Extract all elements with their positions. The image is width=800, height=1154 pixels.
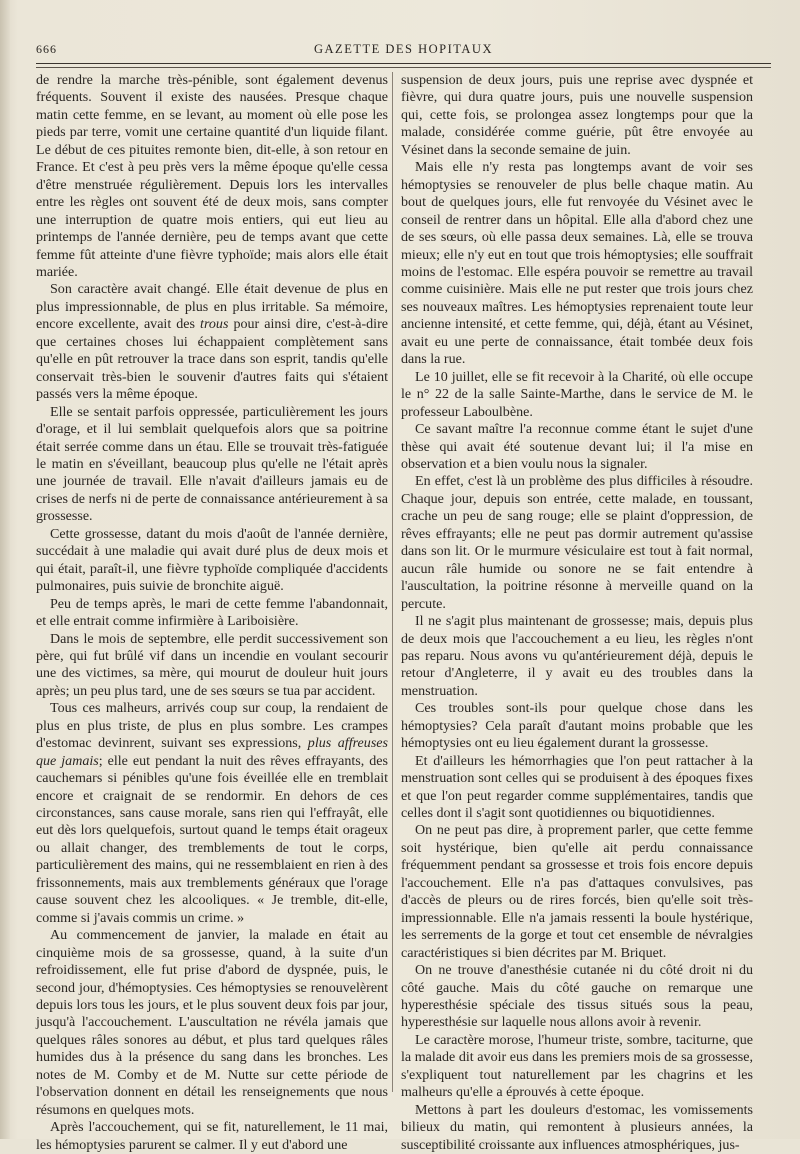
paragraph: On ne trouve d'anesthésie cutanée ni du côté droit ni du côté gauche. Mais du côté gauche on remarque une hyperesthésie spéciale des tissus situés sous la peau, hyperesthésie sur laquelle nous allons avoir à revenir. [401,962,753,1031]
journal-title: GAZETTE DES HOPITAUX [314,42,493,56]
column-divider [392,72,393,1092]
paragraph: Mettons à part les douleurs d'estomac, les vomissements bilieux du matin, qui remontent à plusieurs années, la susceptibilité croissante aux influences atmosphériques, jus- [401,1101,753,1153]
paragraph: Cette grossesse, datant du mois d'août de l'année dernière, succédait à une maladie qui avait duré plus de deux mois et qui était, paraît-il, une fièvre typhoïde compliquée d'accidents pulmonaires, puis suivie de bronchite aiguë. [36,525,388,595]
left-column [36,72,388,1154]
paragraph: Ce savant maître l'a reconnue comme étant le sujet d'une thèse qui avait été soutenue devant lui; il l'a mise en observation et a bien voulu nous la signaler. [401,421,753,472]
paragraph: Dans le mois de septembre, elle perdit successivement son père, qui fut brûlé vif dans un incendie en voulant secourir une des victimes, sa mère, qui mourut de douleur huit jours après; un peu plus tard, une de ses sœurs se tua par accident. [36,630,388,699]
paragraph: suspension de deux jours, puis une reprise avec dyspnée et fièvre, qui dura quatre jours, puis une nouvelle suspension qui, cette fois, se prolongea assez longtemps pour que la malade, considérée comme guérie, pût être envoyée au Vésinet dans la seconde semaine de juin. [401,72,753,158]
page-binding-edge [0,0,10,1139]
page-header [36,40,771,60]
paragraph: Il ne s'agit plus maintenant de grossesse; mais, depuis plus de deux mois que l'accouchement a eu lieu, les règles n'ont pas reparu. Nous avons vu qu'antérieurement déjà, depuis le retour d'Angleterre, il y avait eu des troubles dans la menstruation. [401,613,753,699]
paragraph: Mais elle n'y resta pas longtemps avant de voir ses hémoptysies se renouveler de plus belle chaque matin. Au bout de quelques jours, elle fut renvoyée du Vésinet avec le conseil de rentrer dans un hôpital. Elle alla d'abord chez une de ses sœurs, où elle passa deux semaines. Là, elle se trouva mieux; elle n'y eut en tout que trois hémoptysies; elle souffrait moins de l'estomac. Elle espéra pouvoir se remettre au travail comme cuisinière. Mais elle ne put rester que trois jours chez ses nouveaux maîtres. Les hémoptysies reprenaient toute leur ancienne intensité, et cette femme, qui, déjà, étant au Vésinet, avait eu une perte de connaissance, était tombée deux fois dans la rue. [401,159,753,368]
paragraph: Au commencement de janvier, la malade en était au cinquième mois de sa grossesse, quand, à la suite d'un refroidissement, elle fut prise d'abord de dyspnée, puis, le second jour, d'hémoptysies. Ces hémoptysies se renouvelèrent depuis lors tous les jours, et le plus souvent deux fois par jour, jusqu'à l'accouchement. L'auscultation ne révéla jamais que quelques râles sonores au début, et plus tard quelques râles humides dus à la présence du sang dans les bronches. Les notes de M. Comby et de M. Nutte sur cette période de l'observation donnent en détail les renseignements que nous résumons en quelques mots. [36,927,388,1118]
paragraph: de rendre la marche très-pénible, sont également devenus fréquents. Souvent il existe des nausées. Presque chaque matin cette femme, en se levant, au moment où elle pose les pieds par terre, vomit une certaine quantité d'un liquide filant. Le début de ces pituites remonte bien, dit-elle, à son retour en France. Et c'est à peu près vers la même époque qu'elle cessa d'être menstruée régulièrement. Depuis lors les intervalles entre les règles ont souvent été de deux mois, sans compter une interruption de quatre mois entiers, qui eut lieu au printemps de l'année dernière, peu de temps avant que cette femme fût atteinte d'une fièvre typhoïde; mais alors elle était mariée. [36,72,388,280]
paragraph: Tous ces malheurs, arrivés coup sur coup, la rendaient de plus en plus triste, de plus en plus sombre. Les crampes d'estomac devinrent, suivant ses expressions, plus affreuses que jamais; elle eut pendant la nuit des rêves effrayants, des cauchemars si pénibles qu'une fois éveillée elle en tremblait encore et craignait de se rendormir. En dehors de ces circonstances, sans cause morale, sans rien qui l'effrayât, elle eut dès lors quelquefois, surtout quand le temps était orageux ou allait changer, des tremblements de tout le corps, particulièrement des mains, qui ne ressemblaient en rien à des frissonnements, mais aux tremblements généraux que l'orage cause souvent chez les alcooliques. « Je tremble, dit-elle, comme si j'avais commis un crime. » [36,700,388,926]
page-number: 666 [36,42,57,56]
paragraph: Son caractère avait changé. Elle était devenue de plus en plus impressionnable, de plus en plus irritable. Sa mémoire, encore excellente, avait des trous pour ainsi dire, c'est-à-dire que certaines choses lui échappaient complètement sans qu'elle en pût retrouver la trace dans son esprit, tandis qu'elle conservait très-bien le souvenir d'autres faits qui s'étaient passés vers la même époque. [36,281,388,403]
paragraph: Peu de temps après, le mari de cette femme l'abandonnait, et elle entrait comme infirmière à Lariboisière. [36,595,388,630]
italic-emphasis: trous [200,316,229,333]
paragraph: On ne peut pas dire, à proprement parler, que cette femme soit hystérique, bien qu'elle ait perdu connaissance fréquemment pendant sa grossesse et trois fois encore depuis l'accouchement. Elle n'a pas d'attaques convulsives, pas d'accès de pleurs ou de rires forcés, bien qu'elle soit très-impressionnable. Elle n'a jamais ressenti la boule hystérique, les serrements de la gorge et tout cet ensemble de névralgies caractéristiques si bien décrites par M. Briquet. [401,822,753,961]
paragraph: Après l'accouchement, qui se fit, naturellement, le 11 mai, les hémoptysies parurent se calmer. Il y eut d'abord une [36,1119,388,1153]
paragraph: Le 10 juillet, elle se fit recevoir à la Charité, où elle occupe le n° 22 de la salle Sainte-Marthe, dans le service de M. le professeur Laboulbène. [401,368,753,420]
paragraph: Elle se sentait parfois oppressée, particulièrement les jours d'orage, et il lui semblait quelquefois alors que sa poitrine était serrée comme dans un étau. Elle se trouvait très-fatiguée le matin en s'éveillant, beaucoup plus qu'elle ne l'était après une journée de travail. Elle n'avait d'ailleurs jamais eu de crises de nerfs ni de perte de connaissance antérieurement à sa grossesse. [36,403,388,525]
header-rule-thick [36,63,771,64]
paragraph: Ces troubles sont-ils pour quelque chose dans les hémoptysies? Cela paraît d'autant moins probable que les hémoptysies ont eu lieu également durant la grossesse. [401,700,753,752]
right-column [401,72,753,1154]
paragraph: Le caractère morose, l'humeur triste, sombre, taciturne, que la malade dit avoir eus dans les premiers mois de sa grossesse, s'expliquent tout naturellement par les chagrins et les malheurs qu'elle a éprouvés à cette époque. [401,1031,753,1101]
paragraph: En effet, c'est là un problème des plus difficiles à résoudre. Chaque jour, depuis son entrée, cette malade, en toussant, crache un peu de sang rouge; elle se plaint d'oppression, de rêves effrayants; elle ne peut pas dormir autrement qu'assise dans son lit. Or le murmure vésiculaire est tout à fait normal, aucun râle humide ou sonore ne se fait entendre à l'auscultation, la poitrine résonne à merveille quand on la percute. [401,473,753,612]
paragraph: Et d'ailleurs les hémorrhagies que l'on peut rattacher à la menstruation sont celles qui se produisent à des époques fixes et que l'on peut regarder comme supplémentaires, tandis que celles dont il s'agit sont quotidiennes ou biquotidiennes. [401,752,753,822]
italic-emphasis: plus affreuses que jamais [36,735,388,769]
header-rule-thin [36,67,771,68]
